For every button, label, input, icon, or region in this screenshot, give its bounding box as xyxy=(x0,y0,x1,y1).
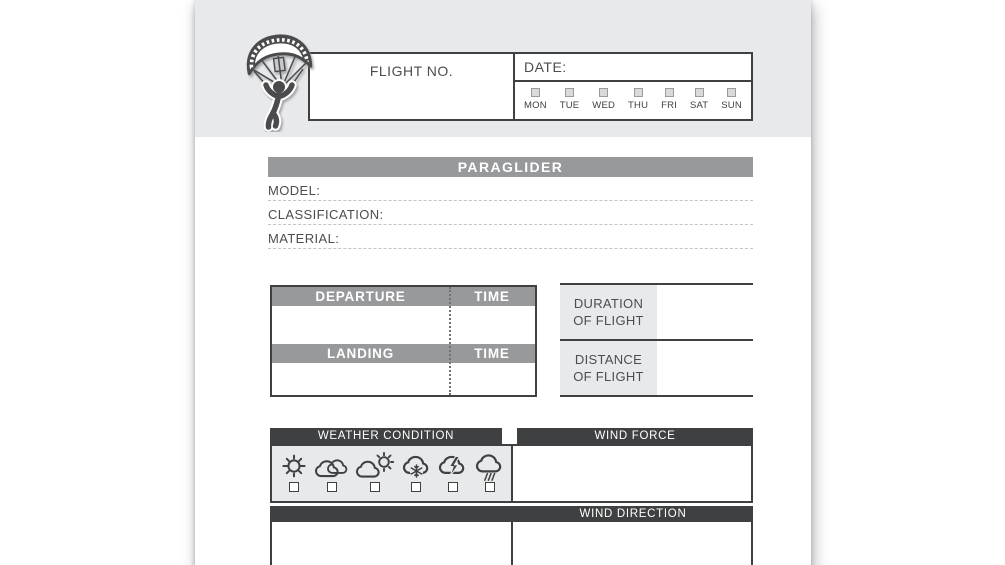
wed-checkbox[interactable] xyxy=(599,88,608,97)
sat-checkbox[interactable] xyxy=(695,88,704,97)
departure-header: DEPARTURE xyxy=(315,289,406,304)
flight-no-field[interactable] xyxy=(310,54,515,119)
departure-time-header: TIME xyxy=(474,289,510,304)
weekday-thu: THU xyxy=(628,88,648,111)
snow-checkbox[interactable] xyxy=(411,482,421,492)
flight-log-sheet xyxy=(195,0,811,565)
classification-label: CLASSIFICATION: xyxy=(268,207,384,222)
weather-option-sun xyxy=(278,451,310,492)
model-field[interactable] xyxy=(268,179,753,201)
departure-input-area[interactable] xyxy=(272,306,449,344)
paraglider-section-title: PARAGLIDER xyxy=(268,157,753,177)
weather-option-snow xyxy=(401,451,432,492)
date-cell xyxy=(515,54,751,119)
landing-time-header: TIME xyxy=(474,346,510,361)
weekday-mon: MON xyxy=(524,88,547,111)
sun-checkbox[interactable] xyxy=(727,88,736,97)
wind-force-input-area[interactable] xyxy=(513,444,753,503)
landing-header-row xyxy=(272,344,535,363)
date-field[interactable] xyxy=(515,54,751,82)
header-box xyxy=(308,52,753,121)
date-label: DATE: xyxy=(524,59,567,75)
paraglider-logo-icon xyxy=(239,32,319,132)
classification-field[interactable] xyxy=(268,203,753,225)
weather-option-cloudy xyxy=(315,451,349,492)
fri-checkbox[interactable] xyxy=(665,88,674,97)
weekday-fri: FRI xyxy=(661,88,677,111)
weekday-tue: TUE xyxy=(560,88,580,111)
duration-input-area[interactable] xyxy=(657,285,753,339)
weekday-wed: WED xyxy=(592,88,615,111)
time-column-divider xyxy=(449,287,451,395)
distance-of-flight-label: DISTANCE OF FLIGHT xyxy=(560,341,657,395)
sun-checkbox[interactable] xyxy=(289,482,299,492)
duration-of-flight-label: DURATION OF FLIGHT xyxy=(560,285,657,339)
tue-checkbox[interactable] xyxy=(565,88,574,97)
header-gap xyxy=(502,428,517,444)
partly-cloudy-checkbox[interactable] xyxy=(370,482,380,492)
weather-condition-header: WEATHER CONDITION xyxy=(270,428,502,444)
wind-direction-header-bar xyxy=(270,506,753,522)
landing-time-input-area[interactable] xyxy=(449,363,535,395)
weekday-sat: SAT xyxy=(690,88,708,111)
weather-option-partly-cloudy xyxy=(355,451,395,492)
weather-option-thunderstorm xyxy=(437,451,468,492)
partly-cloudy-icon xyxy=(355,451,395,481)
material-field[interactable] xyxy=(268,227,753,249)
weekday-row xyxy=(515,82,751,119)
distance-row xyxy=(560,341,753,395)
weather-wind-section xyxy=(270,428,753,565)
departure-time-input-area[interactable] xyxy=(449,306,535,344)
flight-no-label: FLIGHT NO. xyxy=(369,63,454,79)
duration-distance-block xyxy=(560,283,753,397)
wind-direction-header: WIND DIRECTION xyxy=(579,508,687,520)
landing-header: LANDING xyxy=(326,346,395,361)
weather-row xyxy=(270,444,753,503)
thunderstorm-checkbox[interactable] xyxy=(448,482,458,492)
sun-icon xyxy=(278,451,310,481)
wind-force-header: WIND FORCE xyxy=(517,428,753,444)
snow-icon xyxy=(401,451,432,481)
duration-row xyxy=(560,285,753,341)
weather-option-rain xyxy=(474,451,505,492)
rain-icon xyxy=(474,451,505,481)
cloudy-icon xyxy=(315,451,349,481)
weather-notes-input-area[interactable] xyxy=(270,522,513,565)
departure-header-row xyxy=(272,287,535,306)
rain-checkbox[interactable] xyxy=(485,482,495,492)
cloudy-checkbox[interactable] xyxy=(327,482,337,492)
weekday-sun: SUN xyxy=(721,88,742,111)
thunderstorm-icon xyxy=(437,451,468,481)
weather-header-row xyxy=(270,428,753,444)
departure-landing-table xyxy=(270,285,537,397)
weather-icon-box xyxy=(270,444,513,503)
wind-direction-input-area[interactable] xyxy=(513,522,753,565)
landing-entry-row xyxy=(272,363,535,395)
material-label: MATERIAL: xyxy=(268,231,340,246)
model-label: MODEL: xyxy=(268,183,321,198)
mon-checkbox[interactable] xyxy=(531,88,540,97)
landing-input-area[interactable] xyxy=(272,363,449,395)
departure-entry-row xyxy=(272,306,535,344)
distance-input-area[interactable] xyxy=(657,341,753,395)
weather-bottom-row xyxy=(270,522,753,565)
thu-checkbox[interactable] xyxy=(634,88,643,97)
